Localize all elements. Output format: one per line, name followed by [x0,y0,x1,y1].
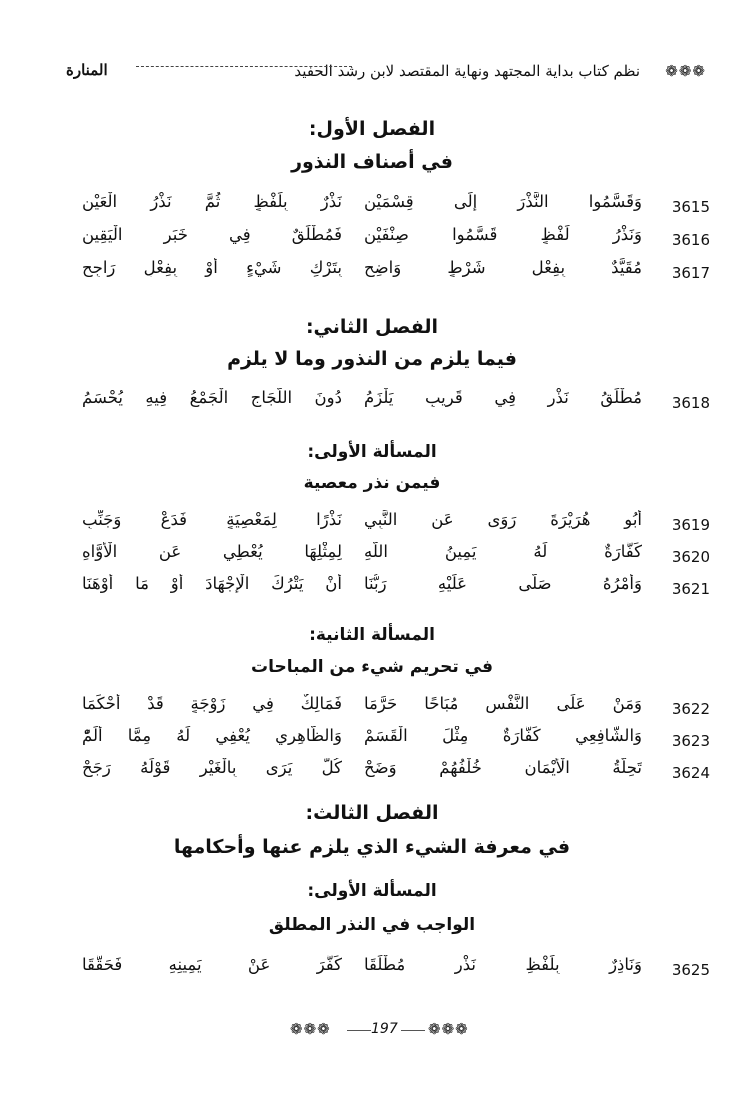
verse-line [60,258,710,288]
first-hemistich: مُقَيَّدٌ بِفِعْلِ شَرْطٍ وَاضِحِ [364,258,642,277]
verse-line [60,955,710,985]
verse-number: 3615 [671,198,710,216]
second-hemistich: نَذْرًا لِمَعْصِيَةٍ فَدَعْ وَجَنِّبِ [82,510,342,529]
verse-number: 3625 [671,961,710,979]
verse-line [60,388,710,418]
ornament-icon: ❁❁❁ [665,62,706,80]
verse-number: 3617 [671,264,710,282]
second-hemistich: فَمَالِكٌ فِي زَوْجَةٍ قَدْ أَحْكَمَا [82,694,342,713]
publisher-mark: المنارة [66,61,108,79]
second-hemistich: وَالظَّاهِرِي يُعْفِي لَهُ مِمَّا أَلَمّْ [82,726,342,745]
verse-line [60,758,710,788]
verse-number: 3622 [671,700,710,718]
verse-line [60,726,710,756]
verse-number: 3616 [671,231,710,249]
chapter-subtitle: فيما يلزم من النذور وما لا يلزم [227,348,517,370]
first-hemistich: كَفَّارَةٌ لَهُ يَمِينُ اللَّهِ [364,542,642,561]
second-hemistich: فَمُطْلَقٌ فِي خَبَرِ الْيَقِينِ [82,225,342,244]
chapter-subtitle: في معرفة الشيء الذي يلزم عنها وأحكامها [173,836,571,858]
page-footer [0,1018,744,1044]
first-hemistich: وَقَسَّمُوا النَّذْرَ إِلَى قِسْمَيْنِ [364,192,642,211]
first-hemistich: أَبُو هُرَيْرَةَ رَوَى عَنِ النَّبِي [364,510,642,529]
ornament-icon: ❁❁❁ [290,1020,331,1038]
issue-title: المسألة الأولى: [307,881,437,901]
ornament-icon: ❁❁❁ [428,1020,469,1038]
second-hemistich: دُونَ اللَّجَاجِ الْجَمْعُ فِيهِ يُحْسَمُ [82,388,342,407]
book-title: نظم كتاب بداية المجتهد ونهاية المقتصد لابن رشد الحفيد [294,62,640,80]
footer-divider [401,1030,425,1031]
verse-line [60,225,710,255]
second-hemistich: كَفَّرَ عَنْ يَمِينِهِ فَحَقَّقَا [82,955,342,974]
chapter-subtitle: في أصناف النذور [291,151,453,173]
footer-divider [347,1030,371,1031]
verse-number: 3621 [671,580,710,598]
verse-number: 3623 [671,732,710,750]
issue-subtitle: فيمن نذر معصية [303,473,441,493]
first-hemistich: وَنَاذِرٌ بِلَفْظِ نَذْرٍ مُطْلَقَا [364,955,642,974]
verse-line [60,574,710,604]
second-hemistich: نَذْرٌ بِلَفْظٍ ثُمَّ نَذْرُ الْعَيْنِ [82,192,342,211]
verse-number: 3624 [671,764,710,782]
issue-title: المسألة الثانية: [309,625,435,645]
first-hemistich: وَأَمْرُهُ صَلَّى عَلَيْهِ رَبُّنَا [364,574,642,593]
first-hemistich: وَمَنْ عَلَى النَّفْسِ مُبَاحًا حَرَّمَا [364,694,642,713]
verse-number: 3618 [671,394,710,412]
second-hemistich: بِتَرْكِ شَيْءٍ أَوْ بِفِعْلٍ رَاجِحِ [82,258,342,277]
verse-line [60,510,710,540]
first-hemistich: وَالشَّافِعِي كَفَّارَةٌ مِثْلَ الْقَسَمْ [364,726,642,745]
chapter-title: الفصل الثالث: [305,802,439,824]
second-hemistich: لِمِثْلِهَا يُعْطِي عَنِ الْأَوَّاهِ [82,542,342,561]
first-hemistich: مُطْلَقُ نَذْرٍ فِي قَرِيبٍ يَلْزَمُ [364,388,642,407]
verse-number: 3619 [671,516,710,534]
issue-subtitle: الواجب في النذر المطلق [268,915,476,935]
first-hemistich: تَحِلَّةُ الْأَيْمَانِ خُلْفُهُمْ وَضَحْ [364,758,642,777]
chapter-title: الفصل الثاني: [305,316,439,338]
verse-number: 3620 [671,548,710,566]
second-hemistich: كُلٌّ يَرَى بِالْغَيْرِ قَوْلَهُ رَجَحْ [82,758,342,777]
verse-line [60,542,710,572]
issue-title: المسألة الأولى: [307,442,437,462]
first-hemistich: وَنَذْرُ لَفْظٍ قَسَّمُوا صِنْفَيْنِ [364,225,642,244]
page-number: 197 [371,1021,398,1037]
running-header [66,58,706,92]
chapter-title: الفصل الأول: [308,118,436,140]
header-divider [136,66,352,67]
second-hemistich: أَنْ يَتْرُكَ الْإِجْهَادَ أَوْ مَا أَوْهَنَا [82,574,342,593]
issue-subtitle: في تحريم شيء من المباحات [250,657,493,677]
verse-line [60,192,710,222]
verse-line [60,694,710,724]
